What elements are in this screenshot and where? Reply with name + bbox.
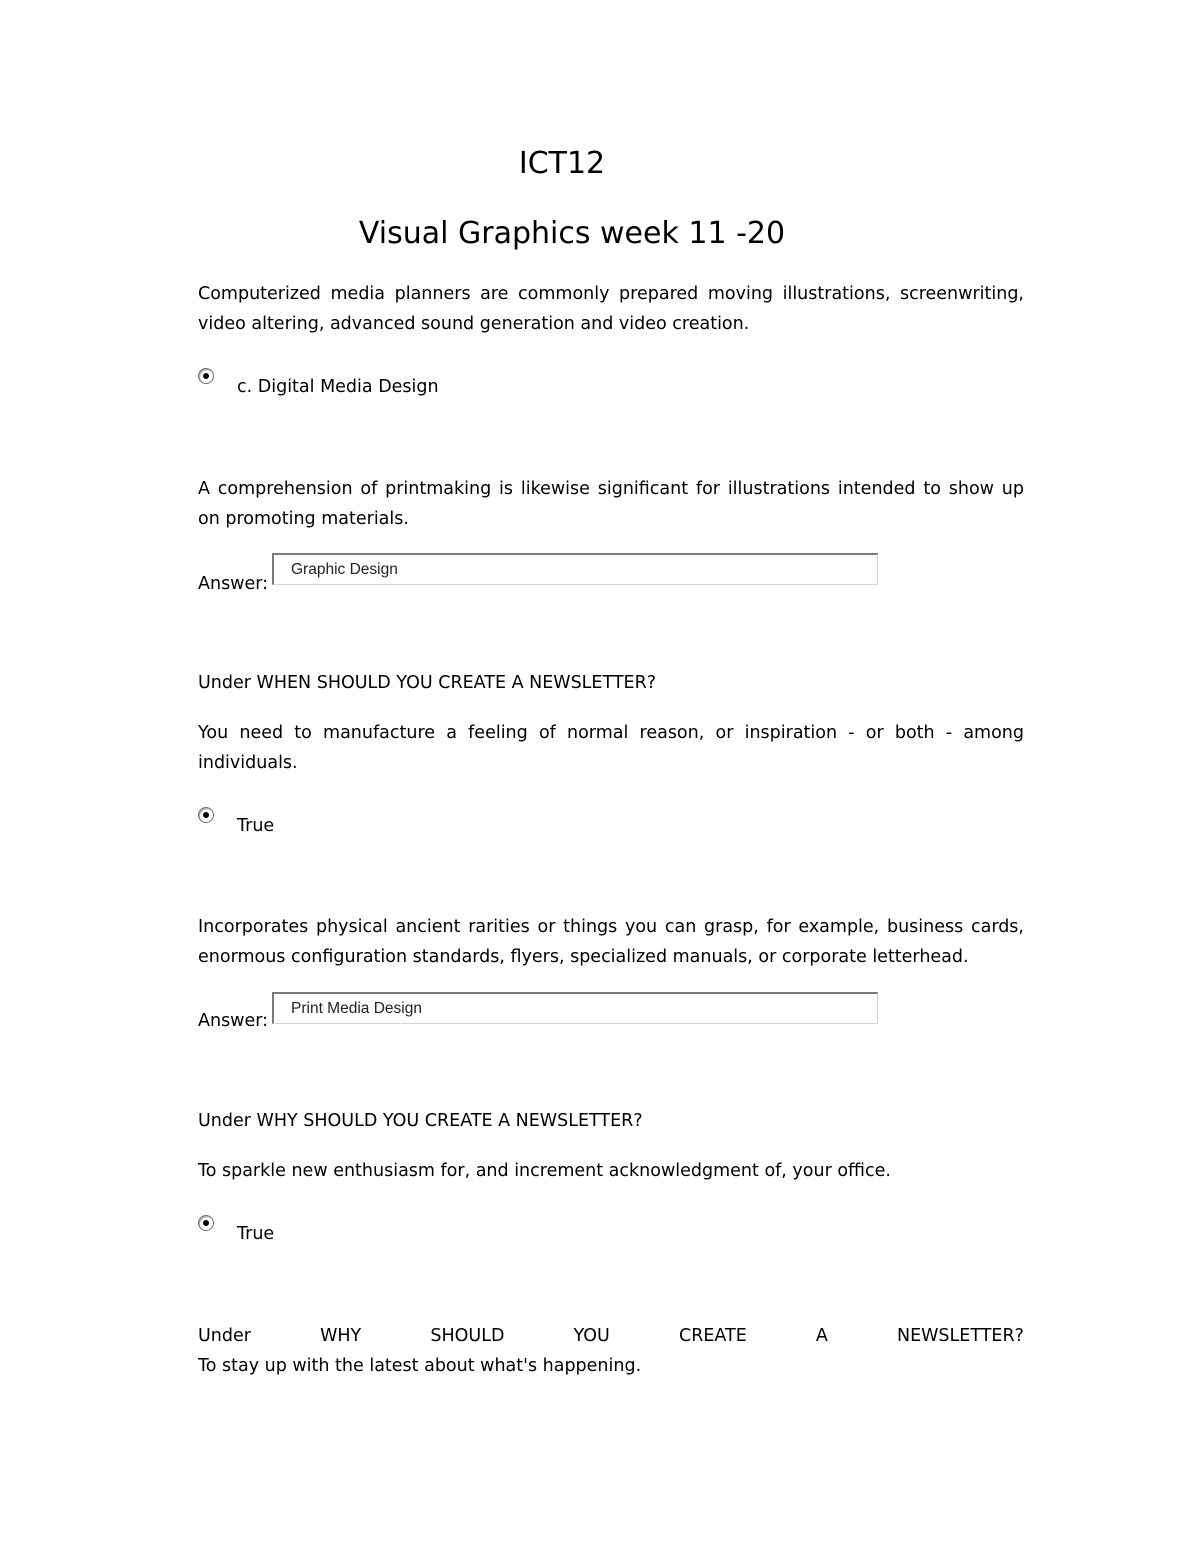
heading-word: SHOULD xyxy=(430,1326,505,1346)
radio-selected-icon[interactable] xyxy=(198,1215,214,1231)
radio-selected-icon[interactable] xyxy=(198,807,214,823)
heading-word: YOU xyxy=(573,1326,610,1346)
question-3-option[interactable] xyxy=(198,807,698,847)
question-2-answer-field[interactable]: Graphic Design xyxy=(272,553,878,585)
question-6-heading xyxy=(198,1321,1024,1351)
question-1-text: Computerized media planners are commonly prepared moving illustrations, screenwriting, video altering, advanced sound generation and video creation. xyxy=(198,284,1024,334)
question-5-heading: Under WHY SHOULD YOU CREATE A NEWSLETTER? xyxy=(198,1111,643,1131)
question-3-heading: Under WHEN SHOULD YOU CREATE A NEWSLETTER? xyxy=(198,673,657,693)
question-1-option[interactable] xyxy=(198,368,698,408)
question-4-answer-field[interactable]: Print Media Design xyxy=(272,992,878,1024)
radio-selected-icon[interactable] xyxy=(198,368,214,384)
document-title: ICT12 xyxy=(518,146,606,181)
question-4-text: Incorporates physical ancient rarities or things you can grasp, for example, business cards, enormous configuration standards, flyers, specialized manuals, or corporate letterhead. xyxy=(198,917,1024,967)
document-subtitle: Visual Graphics week 11 -20 xyxy=(358,216,786,251)
question-5-option-label: True xyxy=(237,1224,275,1244)
question-2-text: A comprehension of printmaking is likewise significant for illustrations intended to show up on promoting materials. xyxy=(198,479,1024,529)
heading-word: NEWSLETTER? xyxy=(896,1326,1024,1346)
heading-word: A xyxy=(815,1326,828,1346)
heading-word: WHY xyxy=(320,1326,362,1346)
question-1-option-label: c. Digital Media Design xyxy=(237,377,439,397)
question-3-text: You need to manufacture a feeling of normal reason, or inspiration - or both - among individuals. xyxy=(198,723,1024,773)
heading-word: Under xyxy=(198,1326,251,1346)
question-4-answer-label: Answer: xyxy=(198,1011,269,1031)
question-2-answer-label: Answer: xyxy=(198,574,269,594)
question-3-option-label: True xyxy=(237,816,275,836)
question-5-text: To sparkle new enthusiasm for, and increment acknowledgment of, your office. xyxy=(198,1161,891,1181)
question-5-option[interactable] xyxy=(198,1215,698,1255)
heading-word: CREATE xyxy=(678,1326,747,1346)
question-6-text: To stay up with the latest about what's happening. xyxy=(198,1356,642,1376)
